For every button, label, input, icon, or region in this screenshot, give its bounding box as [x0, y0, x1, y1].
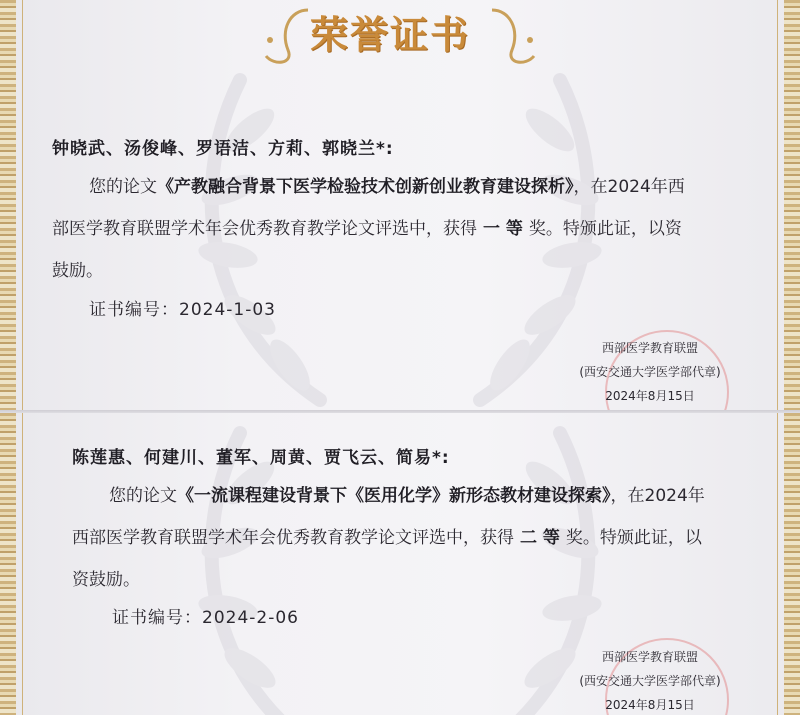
- award-grade: 一 等: [483, 219, 523, 239]
- paper-title: 《一流课程建设背景下《医用化学》新形态教材建设探索》: [177, 486, 611, 506]
- body-line2: 部医学教育联盟学术年会优秀教育教学论文评选中，获得: [52, 219, 477, 239]
- inner-border-line: [22, 413, 23, 715]
- certificate-number: [89, 295, 276, 320]
- certificate-body: [52, 166, 772, 292]
- issue-date: 2024年8月15日: [605, 698, 695, 712]
- certificate-number-value: 2024-2-06: [202, 608, 299, 628]
- certificate-second-prize: [0, 413, 800, 715]
- certificate-number-label: 证书编号：: [89, 300, 179, 320]
- right-border-ornament: [784, 413, 800, 715]
- issuer-name: 西部医学教育联盟: [601, 650, 698, 664]
- awardee-names: 陈莲惠、何建川、董军、周黄、贾飞云、简易*:: [72, 448, 450, 468]
- body-line1-suffix: ，在2024年: [610, 486, 705, 506]
- left-border-ornament: [0, 413, 16, 715]
- body-line3: 资鼓励。: [72, 570, 140, 590]
- issuer-block: [550, 645, 750, 715]
- body-line1-suffix: ，在2024年西: [573, 177, 685, 197]
- title-right-ornament: [490, 0, 540, 70]
- certificate-number-label: 证书编号：: [112, 608, 202, 628]
- inner-border-line: [777, 413, 778, 715]
- body-prefix: 您的论文: [89, 177, 157, 197]
- awardee-names: 钟晓武、汤俊峰、罗语洁、方莉、郭晓兰*:: [52, 139, 394, 159]
- certificate-body: [72, 475, 772, 601]
- certificate-number-value: 2024-1-03: [179, 300, 276, 320]
- certificate-number: [112, 603, 299, 628]
- issuer-subtitle: (西安交通大学医学部代章): [579, 365, 721, 379]
- certificate-title: 荣誉证书: [310, 12, 471, 57]
- award-grade: 二 等: [520, 528, 560, 548]
- issuer-block: [550, 336, 750, 408]
- body-prefix: 您的论文: [109, 486, 177, 506]
- body-line2: 西部医学教育联盟学术年会优秀教育教学论文评选中，获得: [72, 528, 514, 548]
- title-left-ornament: [260, 0, 310, 70]
- body-line2-suffix: 奖。特颁此证，以资: [528, 219, 682, 239]
- body-line3: 鼓励。: [52, 261, 103, 281]
- body-line2-suffix: 奖。特颁此证，以: [565, 528, 702, 548]
- issuer-name: 西部医学教育联盟: [601, 341, 698, 355]
- issue-date: 2024年8月15日: [605, 389, 695, 403]
- issuer-subtitle: (西安交通大学医学部代章): [579, 674, 721, 688]
- title-banner: [0, 0, 800, 70]
- paper-title: 《产教融合背景下医学检验技术创新创业教育建设探析》: [157, 177, 574, 197]
